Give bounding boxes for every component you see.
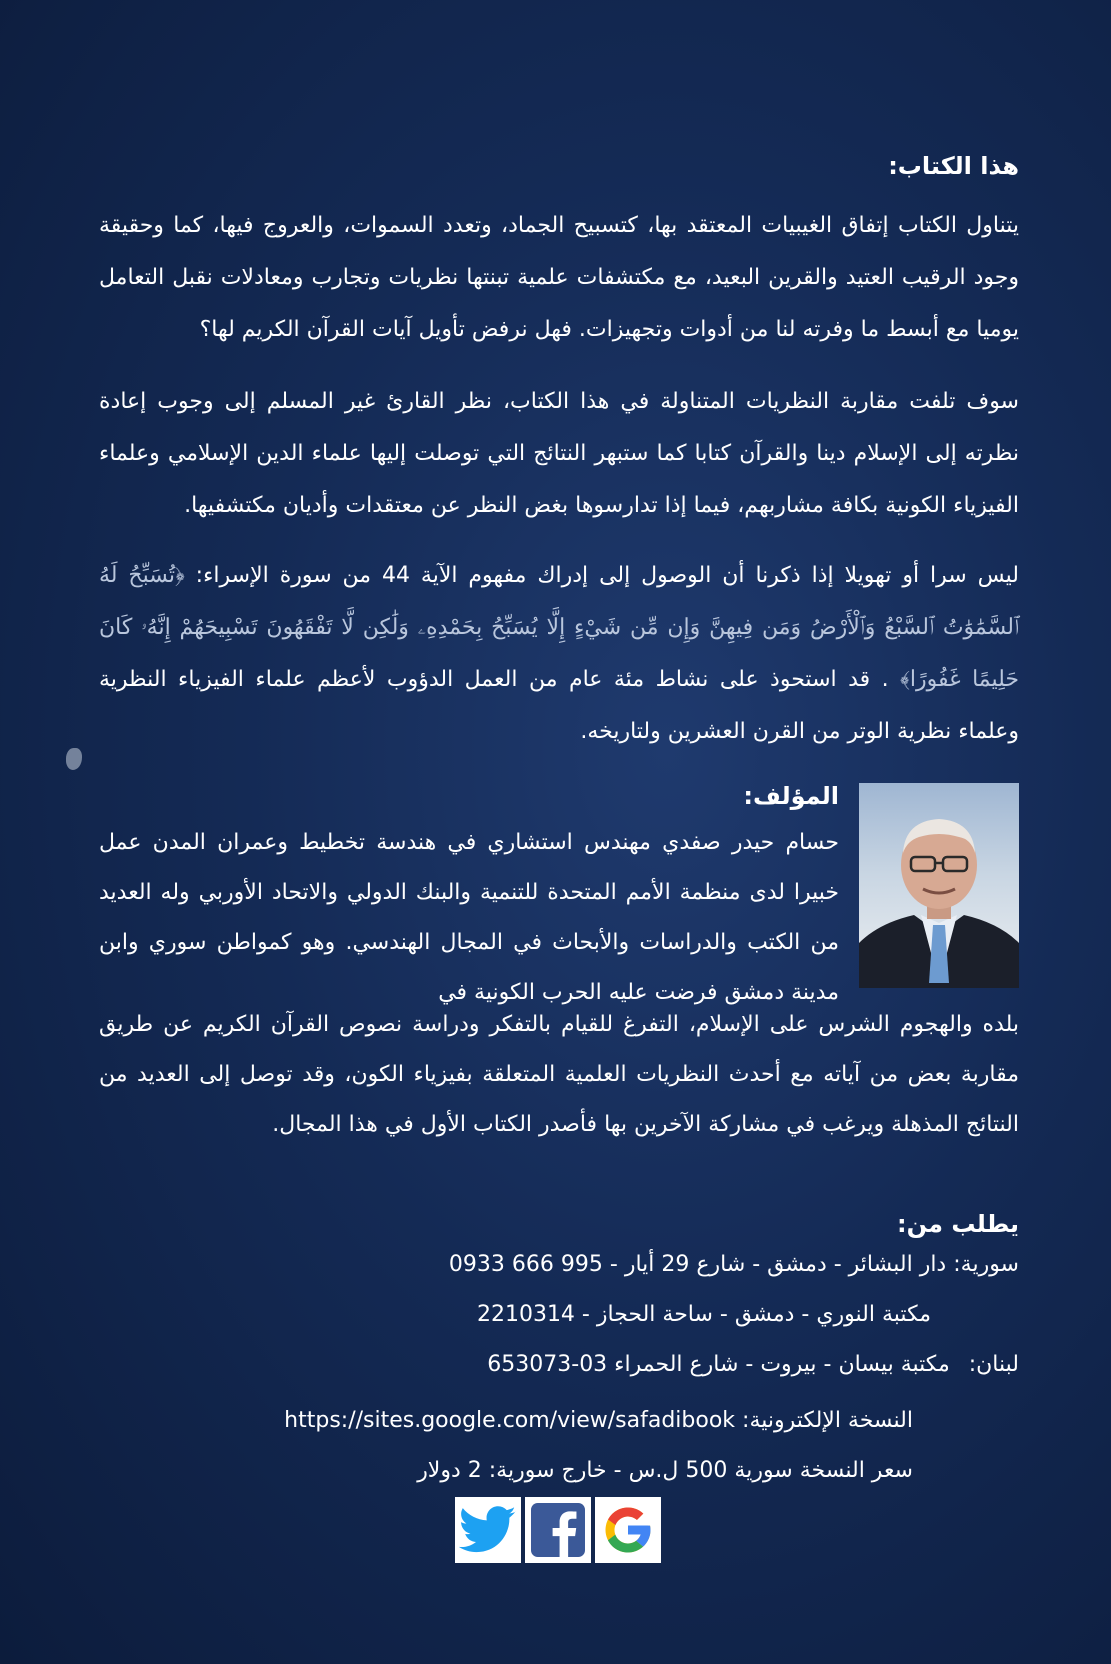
print-smudge bbox=[66, 748, 82, 770]
syria-label: سورية: bbox=[953, 1252, 1019, 1277]
price: سعر النسخة سورية 500 ل.س - خارج سورية: 2 دولار bbox=[417, 1458, 913, 1483]
author-heading: المؤلف: bbox=[743, 782, 839, 810]
quran-verse: ﴿تُسَبِّحُ لَهُ ٱلسَّمَٰوَٰتُ ٱلسَّبْعُ وَٱلْأَرْضُ وَمَن فِيهِنَّ وَإِن مِّن شَيْءٍ إِلَّا يُسَبِّحُ بِحَمْدِهِۦ وَلَٰكِن لَّا تَفْقَهُونَ تَسْبِيحَهُمْ إِنَّهُۥ كَانَ حَلِيمًا غَفُورًا﴾ bbox=[99, 563, 1020, 692]
google-icon[interactable] bbox=[595, 1497, 661, 1563]
facebook-icon[interactable] bbox=[525, 1497, 591, 1563]
book-heading: هذا الكتاب: bbox=[888, 152, 1019, 180]
book-paragraph-3 bbox=[99, 550, 1019, 758]
author-bio-2: بلده والهجوم الشرس على الإسلام، التفرغ للقيام بالتفكر ودراسة نصوص القرآن الكريم عن طريق مقاربة بعض من آياته مع أحدث النظريات العلمية المتعلقة بفيزياء الكون، وقد توصل إلى العديد من النتائج المذهلة ويرغب في مشاركة الآخرين بها فأصدر الكتاب الأول في هذا المجال. bbox=[99, 1012, 1019, 1137]
lebanon-label: لبنان: bbox=[968, 1352, 1019, 1377]
author-portrait-icon bbox=[859, 783, 1019, 988]
syria-contact bbox=[284, 1240, 1019, 1290]
lebanon-line: مكتبة بيسان - بيروت - شارع الحمراء 03-653073 bbox=[487, 1352, 950, 1377]
lebanon-contact bbox=[284, 1340, 1019, 1390]
author-bio-1: حسام حيدر صفدي مهندس استشاري في هندسة تخطيط وعمران المدن عمل خبيرا لدى منظمة الأمم المتحدة للتنمية والبنك الدولي والاتحاد الأوربي وله العديد من الكتب والدراسات والأبحاث في المجال الهندسي. وهو كمواطن سوري وابن مدينة دمشق فرضت عليه الحرب الكونية في bbox=[99, 830, 839, 1005]
paragraph-3-intro: ليس سرا أو تهويلا إذا ذكرنا أن الوصول إلى إدراك مفهوم الآية 44 من سورة الإسراء: bbox=[195, 563, 1019, 588]
twitter-icon[interactable] bbox=[455, 1497, 521, 1563]
ebook-contact bbox=[284, 1396, 913, 1446]
author-photo bbox=[859, 783, 1019, 988]
social-icons bbox=[455, 1497, 661, 1563]
book-paragraph-2: سوف تلفت مقاربة النظريات المتناولة في هذا الكتاب، نظر القارئ غير المسلم إلى وجوب إعادة نظرته إلى الإسلام دينا والقرآن كتابا كما ستبهر النتائج التي توصلت إليها علماء الدين الإسلامي وعلماء الفيزياء الكونية بكافة مشاربهم، فيما إذا تدارسوها بغض النظر عن معتقدات وأديان مكتشفيها. bbox=[99, 389, 1019, 518]
order-contacts bbox=[284, 1240, 1019, 1496]
ebook-url[interactable]: https://sites.google.com/view/safadibook bbox=[284, 1408, 736, 1433]
syria-line-1: دار البشائر - دمشق - شارع 29 أيار - 995 666 0933 bbox=[448, 1252, 947, 1277]
ebook-label: النسخة الإلكترونية: bbox=[742, 1408, 913, 1433]
order-heading: يطلب من: bbox=[896, 1210, 1019, 1238]
syria-line-2: مكتبة النوري - دمشق - ساحة الحجاز - 2210314 bbox=[476, 1302, 931, 1327]
book-paragraph-1: يتناول الكتاب إتفاق الغيبيات المعتقد بها، كتسبيح الجماد، وتعدد السموات، والعروج فيها، كما وحقيقة وجود الرقيب العتيد والقرين البعيد، مع مكتشفات علمية تبنتها نظريات وتجارب ومعادلات نقبل التعامل يوميا مع أبسط ما وفرته لنا من أدوات وتجهيزات. فهل نرفض تأويل آيات القرآن الكريم لها؟ bbox=[99, 213, 1019, 342]
paragraph-3-outro: . قد استحوذ على نشاط مئة عام من العمل الدؤوب لأعظم علماء الفيزياء النظرية وعلماء نظرية الوتر من القرن العشرين ولتاريخه. bbox=[99, 667, 1019, 744]
